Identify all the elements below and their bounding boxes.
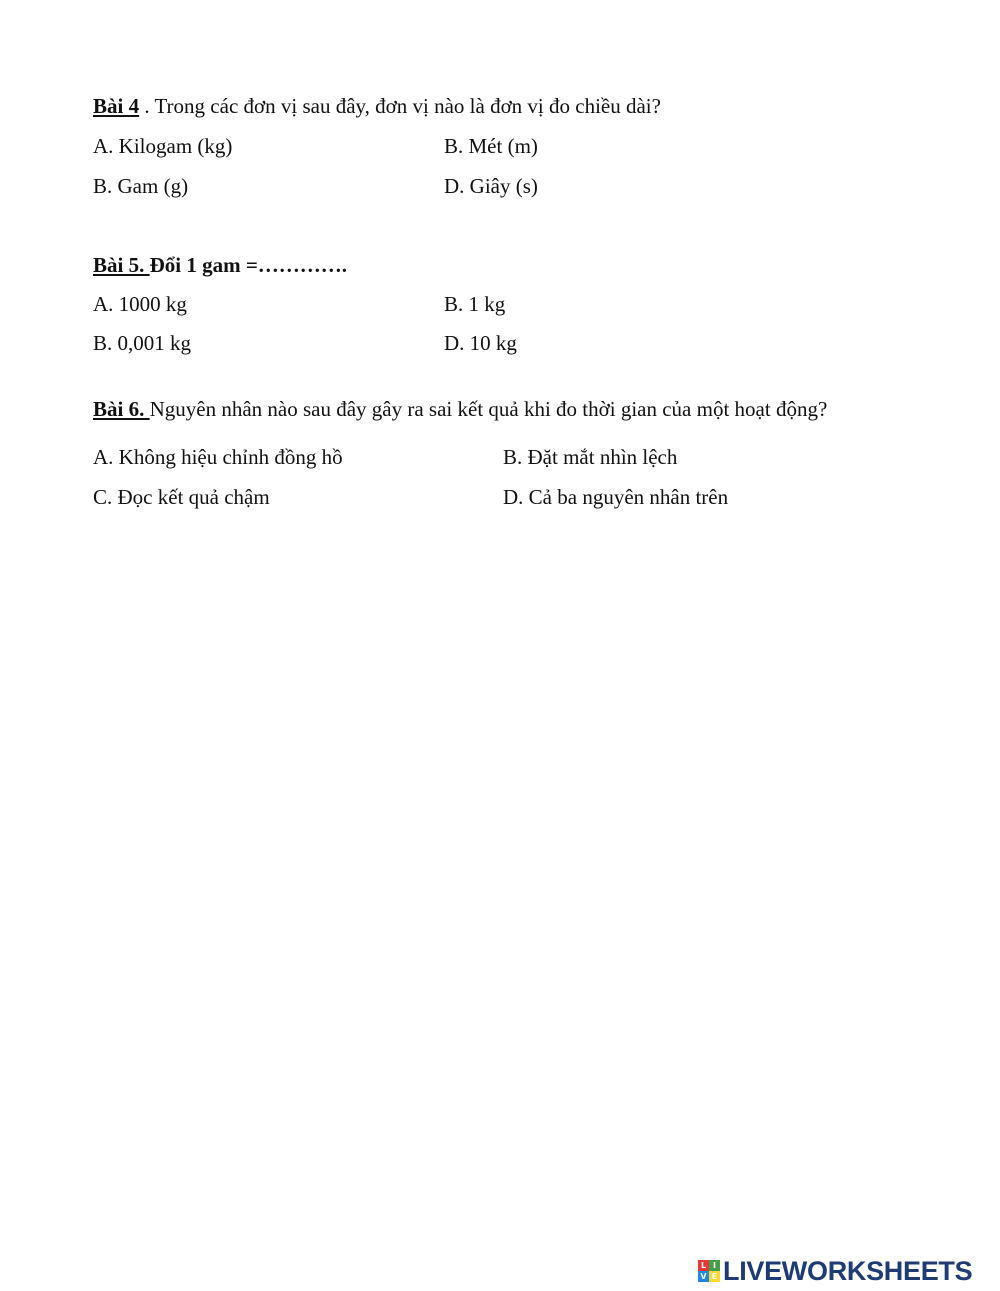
question-6-option-d: D. Cả ba nguyên nhân trên [503, 485, 729, 509]
logo-letter-l: L [698, 1260, 709, 1271]
question-5-option-d: D. 10 kg [444, 331, 517, 355]
question-4-option-d: D. Giây (s) [444, 174, 538, 198]
question-5-option-a: A. 1000 kg [93, 292, 187, 316]
question-4-option-a: A. Kilogam (kg) [93, 134, 233, 158]
question-5 [93, 252, 347, 278]
question-6-option-a: A. Không hiệu chỉnh đồng hồ [93, 445, 343, 469]
question-6-label: Bài 6. [93, 397, 150, 421]
question-5-label: Bài 5. [93, 253, 150, 277]
question-6 [93, 396, 827, 422]
question-4-text: . Trong các đơn vị sau đây, đơn vị nào là đơn vị đo chiều dài? [139, 94, 661, 118]
question-4-option-b: B. Mét (m) [444, 134, 538, 158]
liveworksheets-logo-icon [698, 1260, 720, 1282]
logo-letter-v: V [698, 1271, 709, 1282]
logo-letter-e: E [709, 1271, 720, 1282]
question-6-option-c: C. Đọc kết quả chậm [93, 485, 270, 509]
question-5-option-c: B. 0,001 kg [93, 331, 192, 355]
question-6-text: Nguyên nhân nào sau đây gây ra sai kết quả khi đo thời gian của một hoạt động? [149, 397, 828, 421]
question-4-option-c: B. Gam (g) [93, 174, 189, 198]
question-5-option-b: B. 1 kg [444, 292, 506, 316]
liveworksheets-watermark [698, 1257, 972, 1285]
question-4-label: Bài 4 [93, 94, 140, 118]
logo-letter-i: I [709, 1260, 720, 1271]
question-4 [93, 93, 661, 119]
question-5-text: Đổi 1 gam =…………. [149, 253, 348, 277]
liveworksheets-brand-text: LIVEWORKSHEETS [723, 1255, 973, 1286]
question-6-option-b: B. Đặt mắt nhìn lệch [503, 445, 678, 469]
